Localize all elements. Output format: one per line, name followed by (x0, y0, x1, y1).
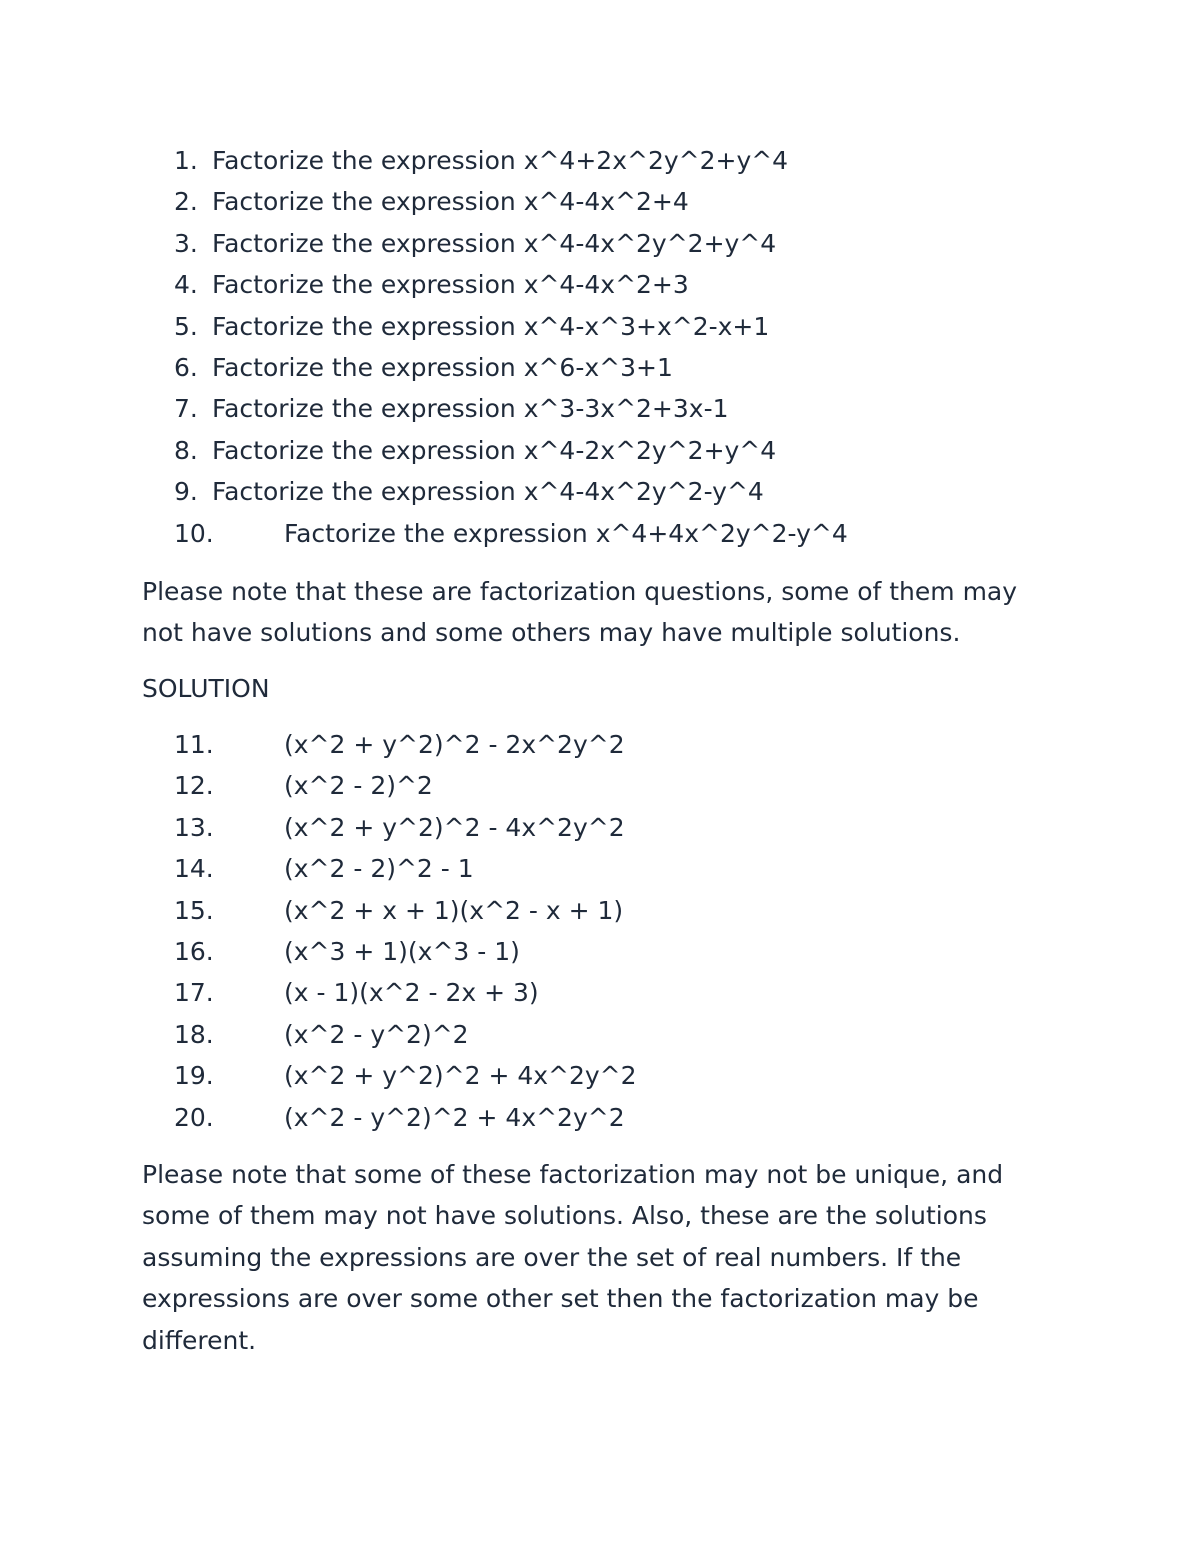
list-number: 16. (174, 936, 214, 966)
list-number: 8. (174, 435, 198, 465)
list-number: 12. (174, 771, 214, 801)
list-item (174, 264, 848, 305)
list-item (174, 388, 848, 429)
list-number: 1. (174, 146, 198, 175)
solutions-note: Please note that some of these factorization may not be unique, and some of them may not have solutions. Also, these are the solutions assuming the expressions are over the set of real numbers. If the expressions are over some other set then the factorization may be different. (142, 1160, 1004, 1355)
list-number: 9. (174, 477, 198, 507)
question-text: Factorize the expression x^4-4x^2+3 (212, 270, 689, 300)
question-text: Factorize the expression x^4-x^3+x^2-x+1 (212, 311, 770, 341)
solution-text: (x^2 + y^2)^2 - 2x^2y^2 (284, 730, 625, 759)
list-item (174, 347, 848, 388)
list-item (174, 972, 637, 1013)
question-text: Factorize the expression x^4-4x^2y^2-y^4 (212, 477, 764, 507)
question-text: Factorize the expression x^4-4x^2y^2+y^4 (212, 228, 777, 258)
list-item (174, 306, 848, 347)
questions-note: Please note that these are factorization questions, some of them may not have solutions and some others may have multiple solutions. (142, 577, 1018, 648)
list-number: 4. (174, 270, 198, 300)
list-item (174, 931, 637, 972)
list-item (174, 724, 637, 765)
question-text: Factorize the expression x^3-3x^2+3x-1 (212, 394, 729, 424)
solution-text: (x^2 + y^2)^2 + 4x^2y^2 (284, 1061, 637, 1091)
solution-text: (x - 1)(x^2 - 2x + 3) (284, 978, 539, 1008)
list-number: 13. (174, 812, 214, 842)
list-item (174, 807, 637, 848)
list-number: 5. (174, 311, 198, 341)
solution-text: (x^2 + x + 1)(x^2 - x + 1) (284, 895, 624, 925)
solution-text: (x^2 - 2)^2 - 1 (284, 854, 474, 884)
list-number: 19. (174, 1061, 214, 1091)
list-item (174, 1014, 637, 1055)
solution-heading: SOLUTION (142, 674, 270, 703)
list-item (174, 181, 848, 222)
list-number: 15. (174, 895, 214, 925)
solution-text: (x^2 + y^2)^2 - 4x^2y^2 (284, 812, 625, 842)
list-number: 2. (174, 187, 198, 217)
list-number: 10. (174, 518, 214, 548)
list-item (174, 471, 848, 512)
question-text: Factorize the expression x^6-x^3+1 (212, 352, 673, 382)
solution-text: (x^2 - 2)^2 (284, 771, 433, 801)
list-number: 6. (174, 352, 198, 382)
solutions-list (174, 724, 637, 1138)
solution-text: (x^2 - y^2)^2 + 4x^2y^2 (284, 1102, 625, 1132)
list-number: 20. (174, 1102, 214, 1132)
question-text: Factorize the expression x^4+2x^2y^2+y^4 (212, 146, 789, 175)
list-item (174, 513, 848, 554)
list-number: 17. (174, 978, 214, 1008)
list-item (174, 1097, 637, 1138)
list-item (174, 430, 848, 471)
solution-text: (x^2 - y^2)^2 (284, 1019, 469, 1049)
list-number: 7. (174, 394, 198, 424)
list-number: 14. (174, 854, 214, 884)
questions-list (174, 140, 848, 554)
question-text: Factorize the expression x^4+4x^2y^2-y^4 (284, 518, 848, 548)
list-number: 3. (174, 228, 198, 258)
list-item (174, 223, 848, 264)
question-text: Factorize the expression x^4-2x^2y^2+y^4 (212, 435, 777, 465)
list-number: 18. (174, 1019, 214, 1049)
list-item (174, 1055, 637, 1096)
list-number: 11. (174, 730, 214, 759)
solution-text: (x^3 + 1)(x^3 - 1) (284, 936, 520, 966)
list-item (174, 890, 637, 931)
list-item (174, 140, 848, 181)
question-text: Factorize the expression x^4-4x^2+4 (212, 187, 689, 217)
list-item (174, 848, 637, 889)
list-item (174, 765, 637, 806)
